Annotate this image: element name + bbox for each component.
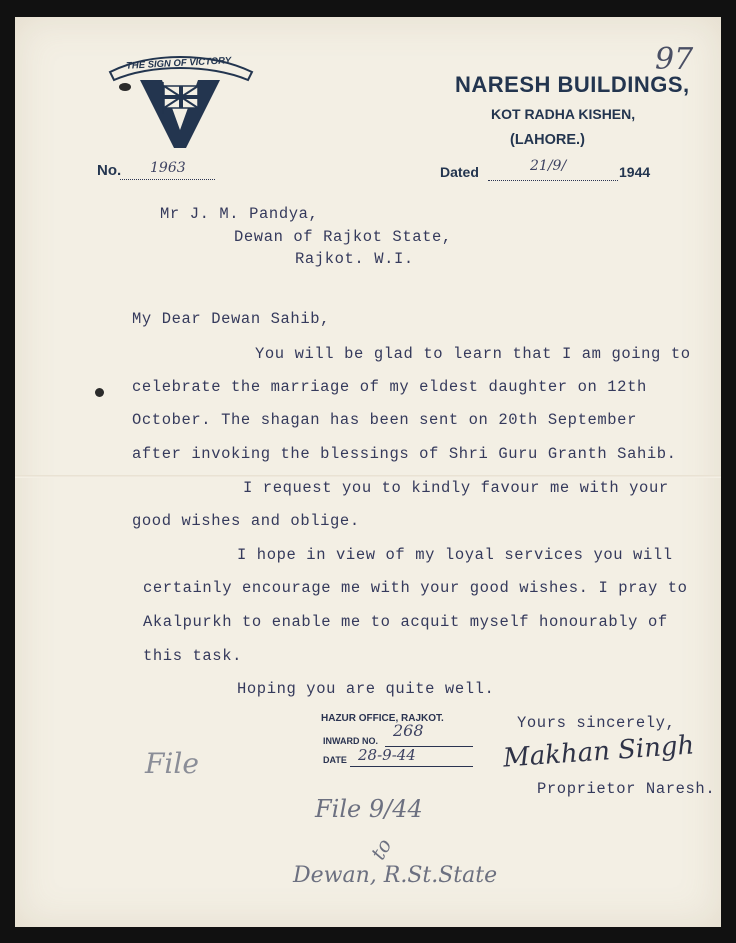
body-line: this task. [143,647,243,665]
stamp-inward-label: INWARD NO. [323,736,378,746]
dewan-note: Dewan, R.St.State [293,863,498,888]
paper-fold [15,475,721,478]
body-line: celebrate the marriage of my eldest daughter on 12th [132,378,647,396]
letter-sheet [15,17,721,927]
paper-hole [119,83,131,91]
stamp-inward-value: 268 [393,721,424,740]
dated-value: 21/9/ [530,158,567,174]
body-line: certainly encourage me with your good wishes. I pray to [143,579,688,597]
emblem-motto: THE SIGN OF VICTORY [125,55,232,72]
paper-hole [95,388,104,397]
salutation: My Dear Dewan Sahib, [132,310,331,328]
stamp-office: HAZUR OFFICE, RAJKOT. [321,713,444,724]
addressee-line-3: Rajkot. W.I. [295,250,414,268]
body-line: I request you to kindly favour me with your [243,479,669,497]
to-note: to [365,834,397,864]
no-dotted-line [120,179,215,180]
stamp-date-value: 28-9-44 [358,746,416,764]
body-line: I hope in view of my loyal services you will [237,546,673,564]
letterhead-street: KOT RADHA KISHEN, [491,106,636,122]
proprietor-title: Proprietor Naresh. [537,780,716,798]
body-line: You will be glad to learn that I am going to [255,345,691,363]
no-value: 1963 [150,160,186,176]
stamp-date-label: DATE [323,755,347,765]
signature: Makhan Singh [502,730,696,774]
file-note-left: File [145,747,199,780]
victory-emblem [100,50,260,165]
corner-note: 97 [655,42,694,77]
body-line: after invoking the blessings of Shri Guru Granth Sahib. [132,445,677,463]
no-label: No. [97,162,122,179]
body-line: October. The shagan has been sent on 20th September [132,411,637,429]
addressee-line-2: Dewan of Rajkot State, [234,228,452,246]
body-line: Akalpurkh to enable me to acquit myself honourably of [143,613,668,631]
letterhead-city: (LAHORE.) [510,132,585,148]
dated-year: 1944 [619,164,651,180]
closing: Yours sincerely, [517,714,676,732]
dated-dotted-line [488,180,618,181]
dated-label: Dated [440,164,479,180]
letterhead-building: NARESH BUILDINGS, [455,72,690,97]
addressee-line-1: Mr J. M. Pandya, [160,205,319,223]
stamp-date-line [350,766,473,767]
body-line: good wishes and oblige. [132,512,360,530]
closing-wish: Hoping you are quite well. [237,680,495,698]
file-note-ref: File 9/44 [315,795,423,823]
